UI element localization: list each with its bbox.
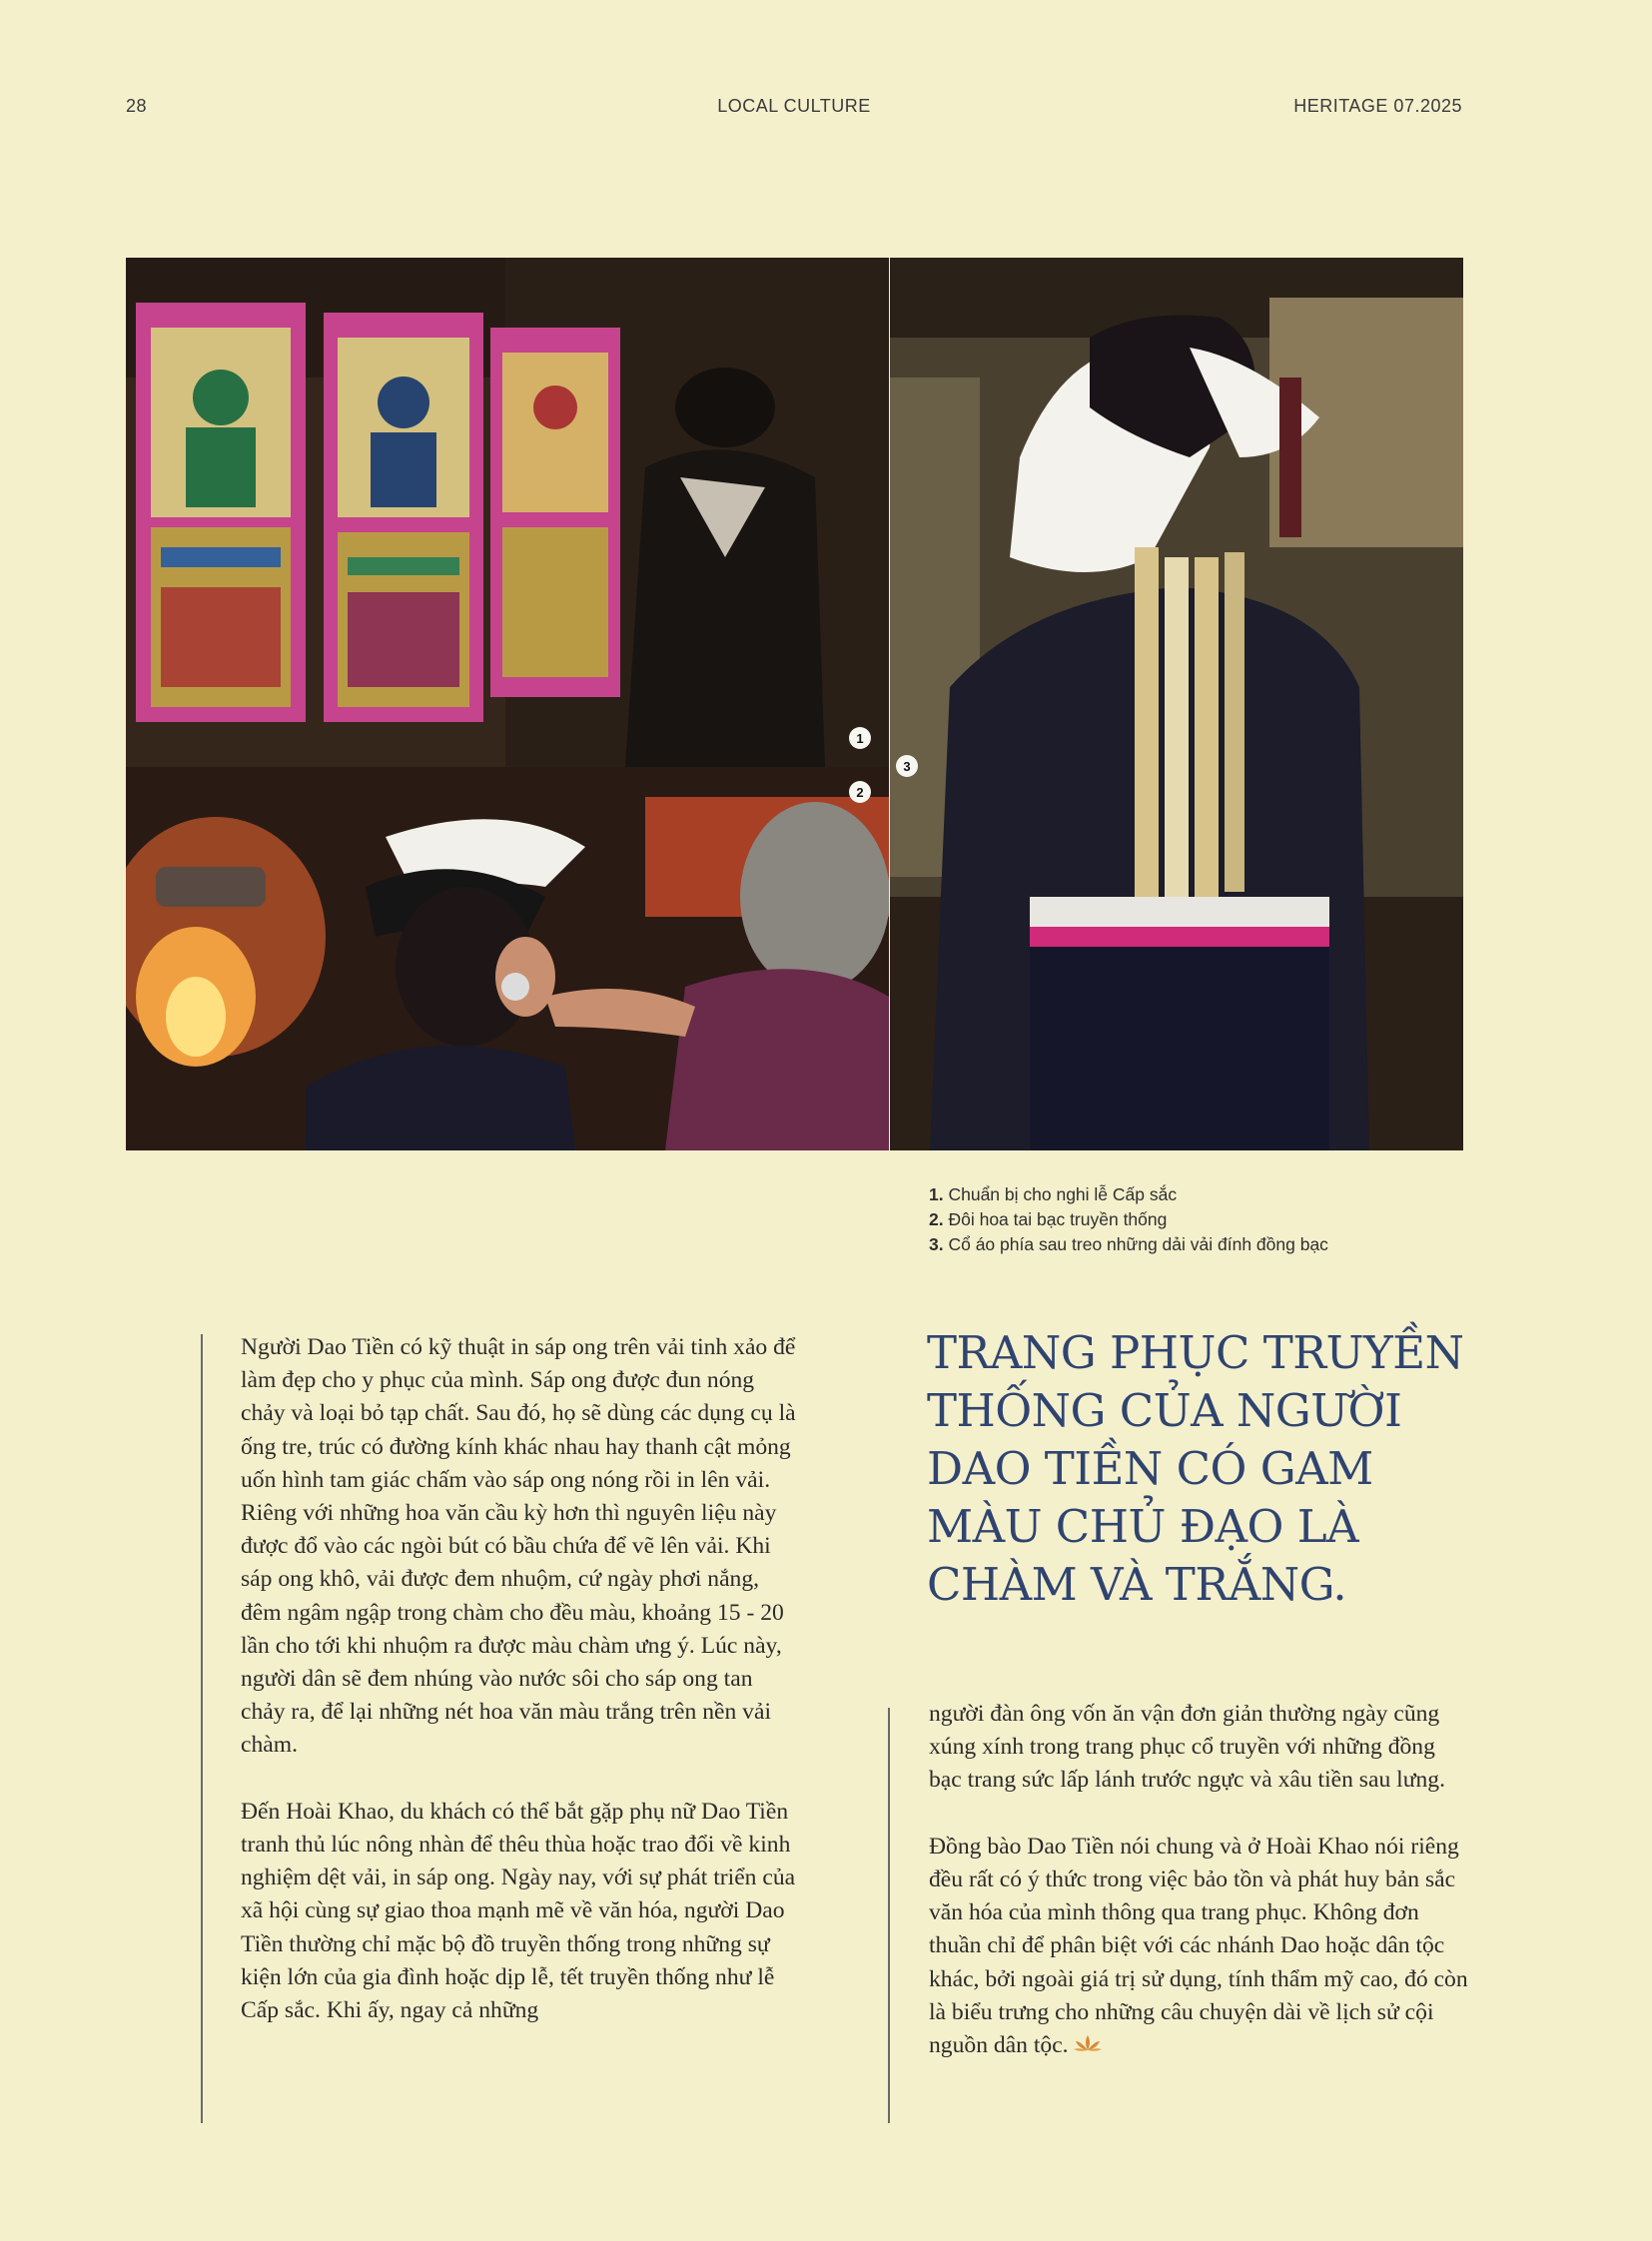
paragraph: Người Dao Tiền có kỹ thuật in sáp ong trên vải tinh xảo để làm đẹp cho y phục của mình. Sáp ong được đun nóng chảy và loại bỏ tạp chất. Sau đó, họ sẽ dùng các dụng cụ là ống tre, trúc có đường kính khác nhau hay thanh cật mỏng uốn hình tam giác chấm vào sáp ong nóng rồi in lên vải. Riêng với những hoa văn cầu kỳ hơn thì nguyên liệu này được đổ vào các ngòi bút có bầu chứa để vẽ lên vải. Khi sáp ong khô, vải được đem nhuộm, cứ ngày phơi nắng, đêm ngâm ngập trong chàm cho đều màu, khoảng 15 - 20 lần cho tới khi nhuộm ra được màu chàm ưng ý. Lúc này, người dân sẽ đem nhúng vào nước sôi cho sáp ong tan chảy ra, để lại những nét hoa văn màu trắng trên nền vải chàm.: [241, 1334, 796, 1759]
column-rule-right: [888, 1708, 890, 2123]
issue-label: HERITAGE 07.2025: [1293, 96, 1462, 116]
column-rule-left: [201, 1334, 203, 2123]
photo-ritual-preparation: [126, 258, 889, 767]
caption-2: 2. Đôi hoa tai bạc truyền thống: [929, 1209, 1168, 1229]
photo-number-badge: 3: [896, 755, 918, 777]
article-column-right: [929, 1698, 1468, 2063]
photo-costume-back: [890, 258, 1463, 1150]
caption-1: 1. Chuẩn bị cho nghi lễ Cấp sắc: [929, 1184, 1178, 1204]
lotus-icon: [1073, 2030, 1103, 2063]
page-number: 28: [126, 96, 148, 116]
caption-3: 3. Cổ áo phía sau treo những dải vải đính đồng bạc: [929, 1234, 1328, 1254]
article-column-left: [241, 1331, 800, 2027]
section-title: LOCAL CULTURE: [717, 96, 871, 116]
photo-number-badge: 2: [849, 781, 871, 803]
pull-quote: TRANG PHỤC TRUYỀN THỐNG CỦA NGƯỜI DAO TIỀN CÓ GAM MÀU CHỦ ĐẠO LÀ CHÀM VÀ TRẮNG.: [927, 1326, 1464, 1611]
paragraph: người đàn ông vốn ăn vận đơn giản thường ngày cũng xúng xính trong trang phục cổ truyền với những đồng bạc trang sức lấp lánh trước ngực và xâu tiền sau lưng.: [929, 1701, 1445, 1794]
photo-silver-earrings: [126, 767, 889, 1150]
photo-captions: [929, 1182, 1328, 1257]
paragraph: Đến Hoài Khao, du khách có thể bắt gặp phụ nữ Dao Tiền tranh thủ lúc nông nhàn để thêu thùa hoặc trao đổi về kinh nghiệm dệt vải, in sáp ong. Ngày nay, với sự phát triển của xã hội cùng sự giao thoa mạnh mẽ về văn hóa, người Dao Tiền thường chỉ mặc bộ đồ truyền thống trong những sự kiện lớn của gia đình hoặc dịp lễ, tết truyền thống như lễ Cấp sắc. Khi ấy, ngay cả những: [241, 1798, 796, 2024]
photo-number-badge: 1: [849, 727, 871, 749]
paragraph-final: Đồng bào Dao Tiền nói chung và ở Hoài Khao nói riêng đều rất có ý thức trong việc bảo tồn và phát huy bản sắc văn hóa của mình thông qua trang phục. Không đơn thuần chỉ để phân biệt với các nhánh Dao hoặc dân tộc khác, bởi ngoài giá trị sử dụng, tính thẩm mỹ cao, đó còn là biểu trưng cho những câu chuyện dài về lịch sử cội nguồn dân tộc.: [929, 1831, 1468, 2063]
